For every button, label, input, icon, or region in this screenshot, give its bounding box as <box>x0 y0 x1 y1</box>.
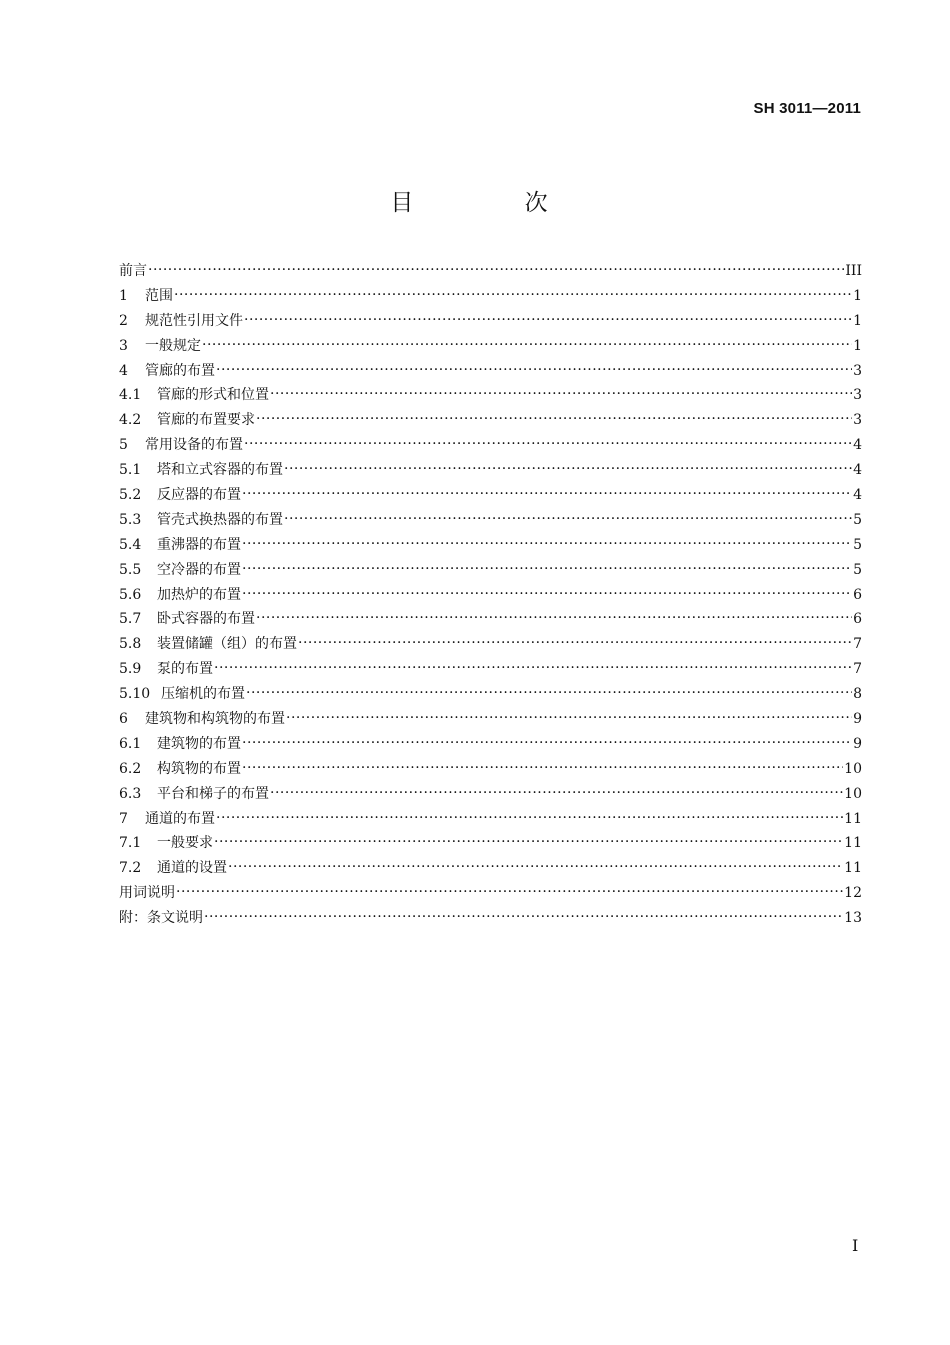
toc-entry[interactable] <box>119 359 862 384</box>
toc-entry-label: 构筑物的布置 <box>157 760 241 777</box>
toc-leader-dots <box>284 457 852 482</box>
toc-entry-number: 6.1 <box>119 735 142 752</box>
toc-entry-number: 5.2 <box>119 487 142 504</box>
toc-entry[interactable] <box>119 707 862 732</box>
toc-entry[interactable] <box>119 533 862 558</box>
toc-leader-dots <box>216 358 852 383</box>
toc-entry[interactable] <box>119 607 862 632</box>
toc-entry-page: 7 <box>853 636 862 653</box>
toc-leader-dots <box>216 806 843 831</box>
toc-entry-label: 加热炉的布置 <box>157 586 241 603</box>
toc-entry-page: 10 <box>844 760 862 777</box>
toc-leader-dots <box>242 532 852 557</box>
toc-entry[interactable] <box>119 632 862 657</box>
toc-entry[interactable] <box>119 284 862 309</box>
toc-entry[interactable] <box>119 682 862 707</box>
toc-entry[interactable] <box>119 558 862 583</box>
toc-entry-label: 一般要求 <box>157 835 213 852</box>
toc-entry[interactable] <box>119 583 862 608</box>
page-title: 目 次 <box>390 190 600 216</box>
toc-entry-label: 管廊的布置 <box>145 362 215 379</box>
toc-entry-number: 7.2 <box>119 860 142 877</box>
toc-entry-page: 1 <box>853 312 862 329</box>
toc-entry-number: 3 <box>119 337 128 354</box>
toc-entry-number: 5.9 <box>119 661 142 678</box>
toc-entry-page: 4 <box>853 462 862 479</box>
toc-entry-page: 6 <box>853 586 862 603</box>
toc-entry[interactable] <box>119 782 862 807</box>
toc-entry[interactable] <box>119 408 862 433</box>
toc-entry-label: 规范性引用文件 <box>145 312 243 329</box>
toc-entry-label: 一般规定 <box>145 337 201 354</box>
toc-leader-dots <box>202 333 852 358</box>
toc-leader-dots <box>242 557 852 582</box>
toc-entry-label: 卧式容器的布置 <box>157 611 255 628</box>
toc-entry[interactable] <box>119 508 862 533</box>
page-number: I <box>852 1236 859 1255</box>
toc-entry[interactable] <box>119 856 862 881</box>
toc-entry[interactable] <box>119 807 862 832</box>
toc-entry-page: 1 <box>853 337 862 354</box>
toc-entry[interactable] <box>119 433 862 458</box>
toc-entry-label: 通道的设置 <box>157 860 227 877</box>
toc-entry-label: 管廊的形式和位置 <box>157 387 269 404</box>
toc-entry-label: 范围 <box>145 287 173 304</box>
toc-entry-label: 建筑物和构筑物的布置 <box>145 711 285 728</box>
toc-entry-label: 泵的布置 <box>157 661 213 678</box>
toc-leader-dots <box>214 656 852 681</box>
toc-entry-number: 4 <box>119 362 128 379</box>
toc-entry-label: 反应器的布置 <box>157 487 241 504</box>
toc-entry-page: 7 <box>853 661 862 678</box>
toc-entry[interactable] <box>119 757 862 782</box>
toc-entry-number: 1 <box>119 287 128 304</box>
toc-entry-number: 6.2 <box>119 760 142 777</box>
toc-leader-dots <box>256 606 852 631</box>
toc-entry-number: 5.3 <box>119 511 142 528</box>
toc-leader-dots <box>242 731 852 756</box>
toc-entry-page: 8 <box>853 686 862 703</box>
toc-leader-dots <box>284 507 852 532</box>
toc-leader-dots <box>242 756 843 781</box>
toc-entry-page: 12 <box>844 885 862 902</box>
toc-leader-dots <box>298 631 852 656</box>
toc-entry-page: 11 <box>844 810 862 827</box>
toc-entry-page: 13 <box>844 910 862 927</box>
toc-entry-page: 9 <box>853 711 862 728</box>
toc-entry-page: 5 <box>853 511 862 528</box>
toc-entry[interactable] <box>119 881 862 906</box>
toc-leader-dots <box>246 681 852 706</box>
toc-leader-dots <box>244 308 852 333</box>
toc-entry-page: 1 <box>853 287 862 304</box>
toc-entry-page: 4 <box>853 437 862 454</box>
toc-leader-dots <box>214 830 843 855</box>
toc-leader-dots <box>242 582 852 607</box>
toc-entry-page: 9 <box>853 735 862 752</box>
toc-entry-number: 4.2 <box>119 412 142 429</box>
toc-entry[interactable] <box>119 458 862 483</box>
toc-entry-number: 5.10 <box>119 686 151 703</box>
toc-entry-label: 管壳式换热器的布置 <box>157 511 283 528</box>
toc-entry[interactable] <box>119 383 862 408</box>
toc-entry-page: 11 <box>844 860 862 877</box>
toc-entry-page: 3 <box>853 362 862 379</box>
toc-entry-label: 重沸器的布置 <box>157 536 241 553</box>
toc-entry-number: 6.3 <box>119 785 142 802</box>
toc-entry-page: III <box>845 263 862 279</box>
toc-entry-number: 5.6 <box>119 586 142 603</box>
toc-entry-number: 5.5 <box>119 561 142 578</box>
toc-entry-label: 常用设备的布置 <box>145 437 243 454</box>
toc-entry-label: 前言 <box>119 263 147 279</box>
toc-entry-page: 6 <box>853 611 862 628</box>
toc-entry-number: 2 <box>119 312 128 329</box>
toc-entry-number: 5 <box>119 437 128 454</box>
toc-entry-page: 10 <box>844 785 862 802</box>
toc-entry-number: 7 <box>119 810 128 827</box>
toc-entry-label: 平台和梯子的布置 <box>157 785 269 802</box>
toc-leader-dots <box>244 432 852 457</box>
toc-leader-dots <box>286 706 852 731</box>
toc-entry[interactable] <box>119 906 862 931</box>
toc-entry-page: 3 <box>853 387 862 404</box>
toc-leader-dots <box>270 382 852 407</box>
toc-entry-page: 3 <box>853 412 862 429</box>
toc-entry-number: 6 <box>119 711 128 728</box>
toc-entry[interactable] <box>119 334 862 359</box>
toc-entry-page: 5 <box>853 536 862 553</box>
toc-leader-dots <box>242 482 852 507</box>
toc-entry[interactable] <box>119 483 862 508</box>
table-of-contents <box>119 259 862 931</box>
toc-leader-dots <box>256 407 852 432</box>
toc-leader-dots <box>204 905 843 930</box>
toc-entry[interactable] <box>119 657 862 682</box>
toc-entry-page: 4 <box>853 487 862 504</box>
toc-entry-label: 建筑物的布置 <box>157 735 241 752</box>
toc-entry-label: 压缩机的布置 <box>161 686 245 703</box>
toc-entry-number: 7.1 <box>119 835 142 852</box>
toc-entry-page: 11 <box>844 835 862 852</box>
toc-leader-dots <box>174 283 852 308</box>
toc-entry-number: 4.1 <box>119 387 142 404</box>
toc-entry-label: 装置储罐（组）的布置 <box>157 636 297 653</box>
document-code: SH 3011—2011 <box>753 100 861 117</box>
toc-entry[interactable] <box>119 831 862 856</box>
toc-entry-number: 5.7 <box>119 611 142 628</box>
toc-leader-dots <box>176 880 843 905</box>
toc-leader-dots <box>270 781 843 806</box>
toc-entry-number: 5.1 <box>119 462 142 479</box>
toc-leader-dots <box>148 258 844 283</box>
toc-leader-dots <box>228 855 843 880</box>
toc-entry-label: 通道的布置 <box>145 810 215 827</box>
toc-entry[interactable] <box>119 259 862 284</box>
toc-entry-label: 塔和立式容器的布置 <box>157 462 283 479</box>
toc-entry-page: 5 <box>853 561 862 578</box>
toc-entry[interactable] <box>119 309 862 334</box>
toc-entry-label: 管廊的布置要求 <box>157 412 255 429</box>
toc-entry-number: 5.8 <box>119 636 142 653</box>
toc-entry-label: 空冷器的布置 <box>157 561 241 578</box>
toc-entry[interactable] <box>119 732 862 757</box>
toc-entry-number: 5.4 <box>119 536 142 553</box>
toc-entry-label: 附：条文说明 <box>119 910 203 927</box>
toc-entry-label: 用词说明 <box>119 885 175 902</box>
